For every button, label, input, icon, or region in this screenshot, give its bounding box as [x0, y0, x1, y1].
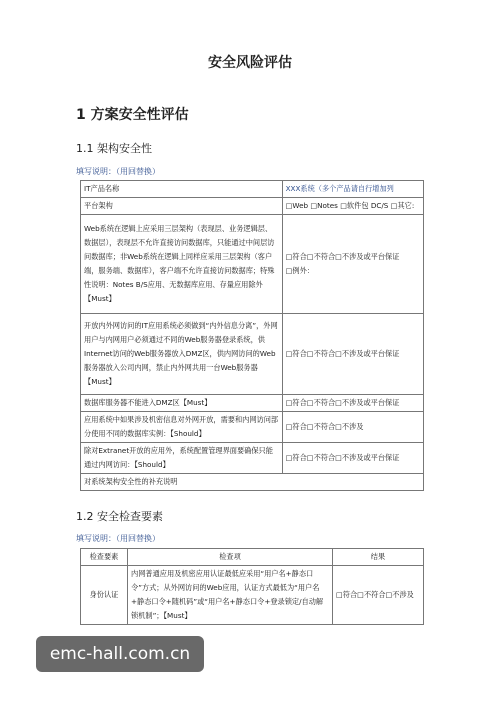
- platform-label: 平台架构: [81, 198, 283, 215]
- requirement-text: 开放内外网访问的IT应用系统必须做到“内外信息分离”，外网用户与内网用户必须通过不同的Web服务器登录系统，供Internet访问的Web服务器放入DMZ区，供内网访问的Web服务器放入公司内网，禁止内外网共用一台Web服务器【Must】: [81, 314, 283, 395]
- compliance-checkboxes[interactable]: □符合□不符合□不涉及或平台保证: [285, 252, 400, 261]
- table-row: [81, 215, 424, 314]
- requirement-text: 数据库服务器不能进入DMZ区【Must】: [81, 395, 283, 412]
- security-check-table: [80, 548, 424, 625]
- table-row: [81, 443, 424, 474]
- compliance-checkboxes[interactable]: □符合□不符合□不涉及或平台保证: [282, 314, 423, 395]
- table-row: [81, 412, 424, 443]
- table-row: [81, 566, 424, 625]
- column-header: 检查项: [128, 549, 333, 566]
- subsection-heading: 1.2 安全检查要素: [76, 510, 163, 523]
- table-row: [81, 395, 424, 412]
- compliance-checkboxes[interactable]: □符合□不符合□不涉及或平台保证: [282, 395, 423, 412]
- table-row: [81, 474, 424, 491]
- table-row: [81, 181, 424, 198]
- section-heading: 1 方案安全性评估: [76, 107, 189, 123]
- fill-note: 填写说明：（用回替换）: [76, 534, 160, 543]
- check-item: 内网普通应用及机密应用认证最低应采用“用户名+静态口令”方式；从外网访问的Web应用，认证方式最低为“用户名+静态口令+随机码”或“用户名+静态口令+登录锁定/自动解锁机制”；【Must】: [128, 566, 333, 625]
- column-header: 结果: [333, 549, 424, 566]
- compliance-checkboxes[interactable]: □符合□不符合□不涉及: [282, 412, 423, 443]
- platform-options[interactable]: □Web □Notes □软件包 DC/S □其它:: [282, 198, 423, 215]
- requirement-text: Web系统在逻辑上应采用三层架构（表现层、业务逻辑层、数据层），表现层不允许直接访问数据库，只能通过中间层访问数据库；非Web系统在逻辑上同样应采用三层架构（客户端，服务端、数据库），客户端不允许直接访问数据库；特殊性说明：Notes B/S应用、无数据库应用、存量应用除外【Must】: [81, 215, 283, 314]
- requirement-text: 除对Extranet开放的应用外，系统配置管理界面要确保只能通过内网访问：【Should】: [81, 443, 283, 474]
- table-row: [81, 198, 424, 215]
- watermark: emc-hall.com.cn: [36, 636, 204, 672]
- document-title: 安全风险评估: [208, 55, 292, 71]
- fill-note: 填写说明：（用回替换）: [76, 167, 160, 176]
- exception-field[interactable]: □例外：: [285, 266, 314, 275]
- table-header-row: [81, 549, 424, 566]
- architecture-table: [80, 180, 424, 491]
- supplement-label: 对系统架构安全性的补充说明: [81, 474, 424, 491]
- product-name-label: IT产品名称: [81, 181, 283, 198]
- check-result[interactable]: □符合□不符合□不涉及: [333, 566, 424, 625]
- subsection-heading: 1.1 架构安全性: [76, 142, 152, 155]
- column-header: 检查要素: [81, 549, 128, 566]
- table-row: [81, 314, 424, 395]
- product-name-value[interactable]: XXX系统（多个产品请自行增加列: [282, 181, 423, 198]
- check-element: 身份认证: [81, 566, 128, 625]
- compliance-options[interactable]: [282, 215, 423, 314]
- requirement-text: 应用系统中如果涉及机密信息对外网开放，需要和内网访问部分使用不同的数据库实例：【Should】: [81, 412, 283, 443]
- compliance-checkboxes[interactable]: □符合□不符合□不涉及或平台保证: [282, 443, 423, 474]
